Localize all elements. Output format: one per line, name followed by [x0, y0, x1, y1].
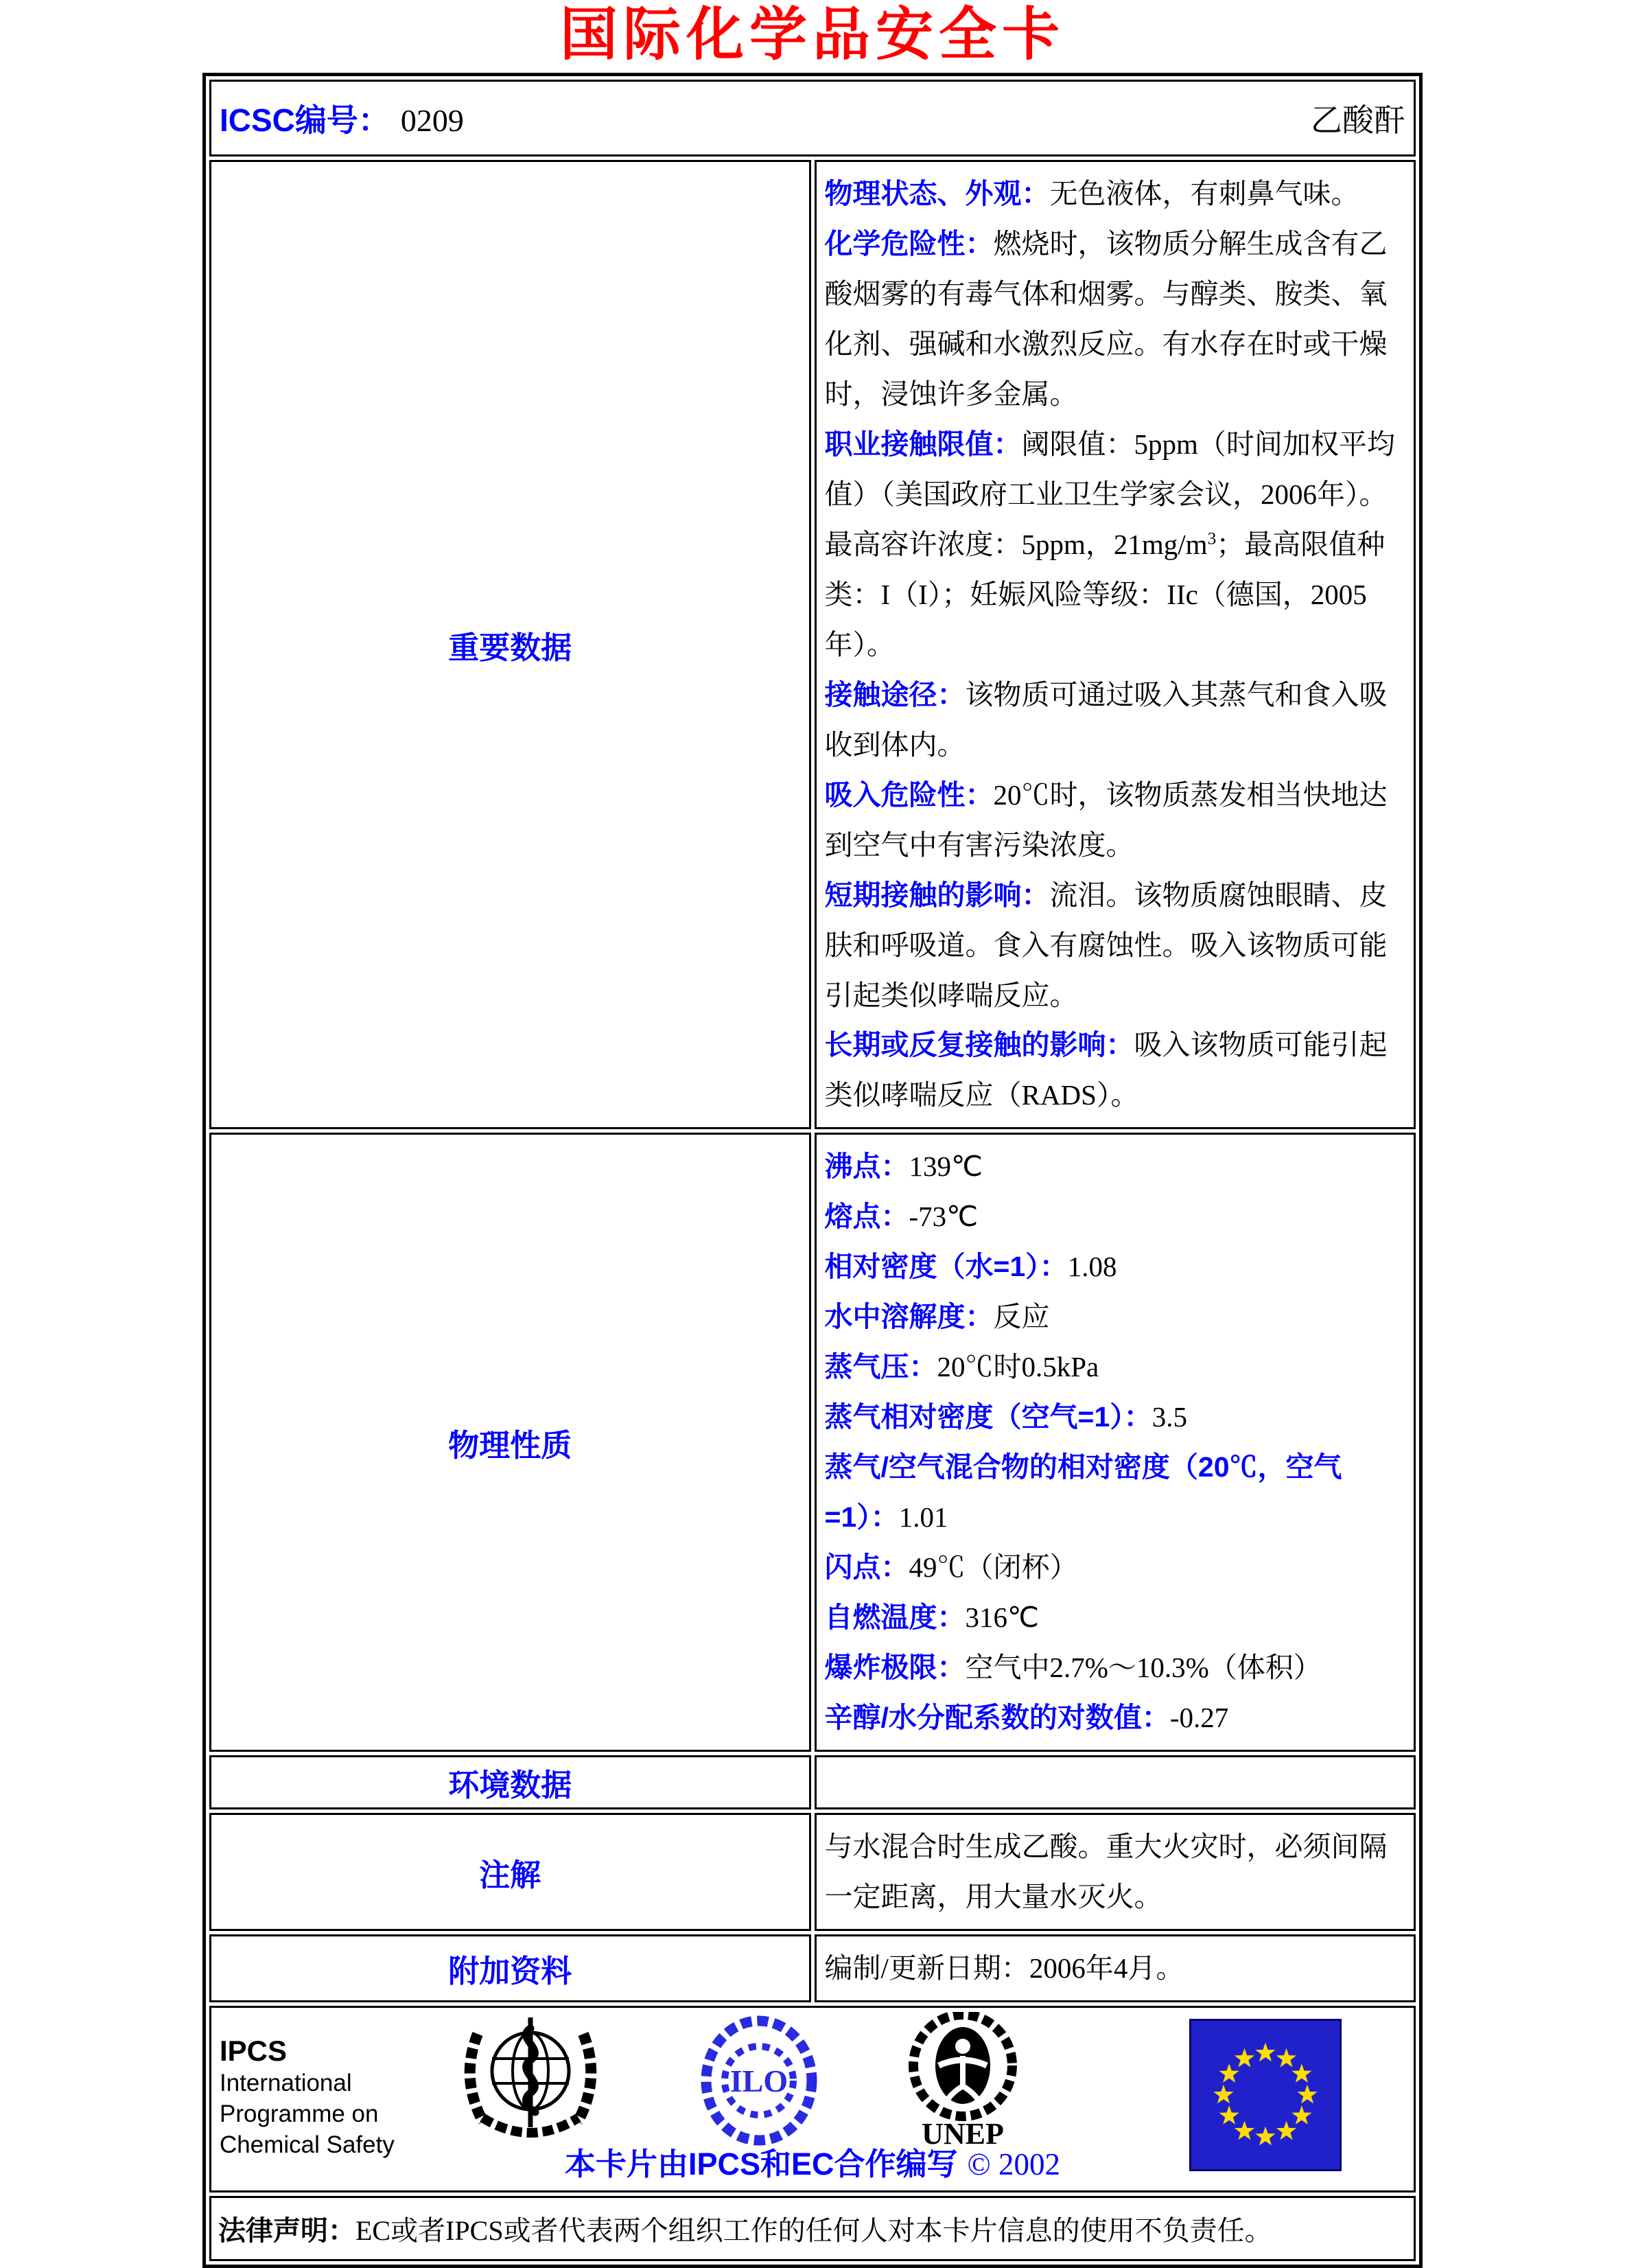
field-long-term-effects: 长期或反复接触的影响：吸入该物质可能引起类似哮喘反应（RADS）。	[824, 1029, 1388, 1111]
additional-info-content: 编制/更新日期：2006年4月。	[815, 1934, 1416, 2002]
ipcs-subtitle-line2: Programme on	[220, 2101, 379, 2128]
important-data-content	[815, 160, 1416, 1129]
footer-copyright: © 2002	[967, 2146, 1060, 2182]
header-cell	[209, 80, 1416, 157]
unep-label: UNEP	[922, 2116, 1004, 2149]
unep-logo-icon	[898, 2012, 1028, 2153]
section-label-important-data: 重要数据	[209, 160, 811, 1129]
additional-info-row	[209, 1934, 1416, 2002]
important-data-row	[209, 160, 1416, 1129]
footer-caption-text: 本卡片由IPCS和EC合作编写	[565, 2146, 958, 2182]
field-short-term-effects: 短期接触的影响：流泪。该物质腐蚀眼睛、皮肤和呼吸道。食入有腐蚀性。吸入该物质可能引起类似哮喘反应。	[824, 879, 1388, 1011]
legal-cell	[209, 2196, 1416, 2261]
footer-caption	[211, 2139, 1414, 2184]
physical-properties-content	[815, 1133, 1416, 1752]
logos-cell	[209, 2006, 1416, 2192]
logos-row	[209, 2006, 1416, 2192]
field-occupational-exposure-limits: 职业接触限值：阈限值：5ppm（时间加权平均值）（美国政府工业卫生学家会议，2006年）。最高容许浓度：5ppm，$21mg/m^3$；最高限值种类：I（I）；妊娠风险等级：IIc（德国，2005年）。	[824, 428, 1395, 660]
legal-label: 法律声明：	[218, 2215, 355, 2246]
prop-relative-density: 相对密度（水=1）：1.08	[824, 1251, 1117, 1283]
field-exposure-routes: 接触途径：该物质可通过吸入其蒸气和食入吸收到体内。	[824, 678, 1388, 761]
field-chemical-hazard: 化学危险性：燃烧时，该物质分解生成含有乙酸烟雾的有毒气体和烟雾。与醇类、胺类、氧化剂、强碱和水激烈反应。有水存在时或干燥时，浸蚀许多金属。	[824, 227, 1388, 410]
section-label-additional-info: 附加资料	[209, 1934, 811, 2002]
prop-vapour-air-mixture-density: 蒸气/空气混合物的相对密度（20℃，空气=1）：1.01	[824, 1451, 1342, 1534]
legal-row	[209, 2196, 1416, 2261]
chemical-name: 乙酸酐	[1311, 103, 1405, 138]
environmental-data-content	[815, 1755, 1416, 1809]
field-appearance: 物理状态、外观：无色液体，有刺鼻气味。	[824, 178, 1359, 209]
ipcs-subtitle-line1: International	[220, 2070, 352, 2097]
ipcs-title: IPCS	[220, 2034, 288, 2067]
notes-row	[209, 1813, 1416, 1931]
prop-explosive-limits: 爆炸极限：空气中2.7%～10.3%（体积）	[824, 1652, 1322, 1684]
page-title: 国际化学品安全卡	[559, 0, 1065, 68]
prop-melting-point: 熔点：-73℃	[824, 1201, 979, 1233]
icsc-card-table	[202, 73, 1423, 2268]
superscript-3: 3	[1207, 529, 1217, 548]
prop-boiling-point: 沸点：139℃	[824, 1150, 983, 1183]
icsc-number-value: 0209	[400, 103, 464, 138]
field-inhalation-risk: 吸入危险性：20℃时，该物质蒸发相当快地达到空气中有害污染浓度。	[824, 778, 1388, 861]
who-logo-icon	[458, 2013, 603, 2154]
icsc-number-label: ICSC编号：	[220, 102, 390, 138]
section-label-physical-properties: 物理性质	[209, 1133, 811, 1752]
prop-vapour-relative-density: 蒸气相对密度（空气=1）：3.5	[824, 1401, 1187, 1433]
ipcs-subtitle-line3: Chemical Safety	[220, 2131, 395, 2158]
section-label-environmental-data: 环境数据	[209, 1755, 811, 1809]
prop-autoignition-temperature: 自燃温度：316℃	[824, 1601, 1040, 1634]
prop-octanol-water-partition: 辛醇/水分配系数的对数值：-0.27	[824, 1702, 1229, 1734]
ilo-logo-icon	[700, 2015, 818, 2150]
notes-content: 与水混合时生成乙酸。重大火灾时，必须间隔一定距离，用大量水灭火。	[815, 1813, 1416, 1931]
svg-text:ILO: ILO	[729, 2063, 788, 2098]
prop-vapour-pressure: 蒸气压：20℃时0.5kPa	[824, 1351, 1099, 1383]
prop-flash-point: 闪点：49℃（闭杯）	[824, 1551, 1078, 1584]
physical-properties-row	[209, 1133, 1416, 1752]
environmental-data-row	[209, 1755, 1416, 1809]
section-label-notes: 注解	[209, 1813, 811, 1931]
legal-text: EC或者IPCS或者代表两个组织工作的任何人对本卡片信息的使用不负责任。	[355, 2214, 1272, 2246]
prop-water-solubility: 水中溶解度：反应	[824, 1301, 1050, 1333]
header-row	[209, 80, 1416, 157]
icsc-number-group	[220, 95, 464, 141]
